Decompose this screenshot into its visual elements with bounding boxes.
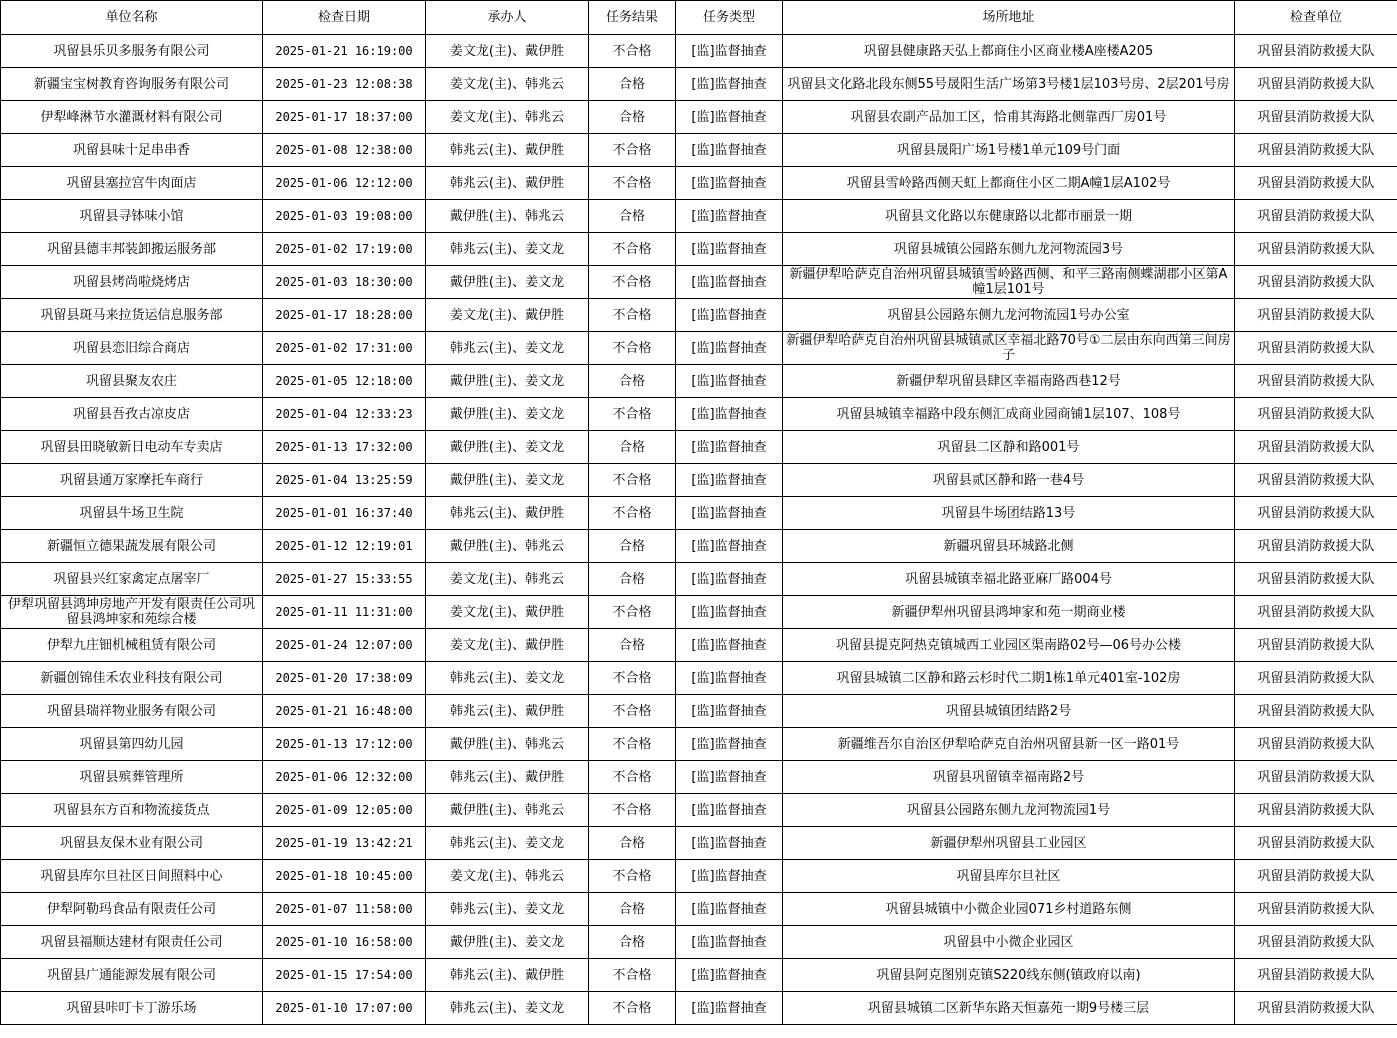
table-row <box>1 497 1397 530</box>
cell-address: 新疆伊犁州巩留县工业园区 <box>783 827 1235 860</box>
cell-result: 合格 <box>589 563 676 596</box>
cell-check-unit: 巩留县消防救援大队 <box>1235 992 1397 1025</box>
cell-unit-name: 伊犁九庄钿机械租赁有限公司 <box>1 629 263 662</box>
cell-unit-name: 伊犁阿勒玛食品有限责任公司 <box>1 893 263 926</box>
cell-check-date: 2025-01-07 11:58:00 <box>263 893 426 926</box>
cell-unit-name: 巩留县通万家摩托车商行 <box>1 464 263 497</box>
table-row <box>1 35 1397 68</box>
cell-check-date: 2025-01-06 12:12:00 <box>263 167 426 200</box>
cell-check-date: 2025-01-20 17:38:09 <box>263 662 426 695</box>
cell-result: 不合格 <box>589 761 676 794</box>
cell-check-date: 2025-01-02 17:31:00 <box>263 332 426 365</box>
cell-address: 巩留县城镇幸福路中段东侧汇成商业园商铺1层107、108号 <box>783 398 1235 431</box>
cell-task-type: [监]监督抽查 <box>676 200 783 233</box>
cell-check-unit: 巩留县消防救援大队 <box>1235 893 1397 926</box>
cell-result: 合格 <box>589 530 676 563</box>
table-row <box>1 794 1397 827</box>
cell-result: 不合格 <box>589 992 676 1025</box>
header-check-date: 检查日期 <box>263 1 426 35</box>
cell-handler: 戴伊胜(主)、韩兆云 <box>426 728 589 761</box>
cell-address: 新疆伊犁哈萨克自治州巩留县城镇贰区幸福北路70号①二层由东向西第三间房子 <box>783 332 1235 365</box>
table-row <box>1 563 1397 596</box>
cell-task-type: [监]监督抽查 <box>676 431 783 464</box>
cell-address: 巩留县城镇二区静和路云杉时代二期1栋1单元401室-102房 <box>783 662 1235 695</box>
cell-unit-name: 巩留县兴红家禽定点屠宰厂 <box>1 563 263 596</box>
header-address: 场所地址 <box>783 1 1235 35</box>
cell-check-unit: 巩留县消防救援大队 <box>1235 596 1397 629</box>
cell-result: 不合格 <box>589 299 676 332</box>
table-row <box>1 761 1397 794</box>
cell-result: 合格 <box>589 101 676 134</box>
table-row <box>1 992 1397 1025</box>
cell-check-date: 2025-01-15 17:54:00 <box>263 959 426 992</box>
cell-unit-name: 巩留县殡葬管理所 <box>1 761 263 794</box>
table-row <box>1 695 1397 728</box>
table-row <box>1 398 1397 431</box>
cell-check-unit: 巩留县消防救援大队 <box>1235 431 1397 464</box>
cell-address: 巩留县巩留镇幸福南路2号 <box>783 761 1235 794</box>
cell-handler: 姜文龙(主)、戴伊胜 <box>426 596 589 629</box>
cell-handler: 戴伊胜(主)、姜文龙 <box>426 398 589 431</box>
table-row <box>1 959 1397 992</box>
table-row <box>1 68 1397 101</box>
cell-result: 不合格 <box>589 266 676 299</box>
cell-handler: 韩兆云(主)、姜文龙 <box>426 662 589 695</box>
cell-check-unit: 巩留县消防救援大队 <box>1235 266 1397 299</box>
cell-check-unit: 巩留县消防救援大队 <box>1235 365 1397 398</box>
cell-result: 不合格 <box>589 662 676 695</box>
cell-task-type: [监]监督抽查 <box>676 563 783 596</box>
cell-result: 不合格 <box>589 860 676 893</box>
cell-address: 巩留县雪岭路西侧天虹上都商住小区二期A幢1层A102号 <box>783 167 1235 200</box>
cell-check-unit: 巩留县消防救援大队 <box>1235 398 1397 431</box>
header-result: 任务结果 <box>589 1 676 35</box>
cell-address: 巩留县提克阿热克镇城西工业园区渠南路02号—06号办公楼 <box>783 629 1235 662</box>
cell-task-type: [监]监督抽查 <box>676 959 783 992</box>
cell-check-unit: 巩留县消防救援大队 <box>1235 827 1397 860</box>
cell-check-unit: 巩留县消防救援大队 <box>1235 530 1397 563</box>
cell-result: 不合格 <box>589 695 676 728</box>
cell-result: 不合格 <box>589 35 676 68</box>
cell-handler: 韩兆云(主)、姜文龙 <box>426 827 589 860</box>
cell-handler: 韩兆云(主)、戴伊胜 <box>426 959 589 992</box>
cell-task-type: [监]监督抽查 <box>676 365 783 398</box>
cell-handler: 韩兆云(主)、戴伊胜 <box>426 134 589 167</box>
cell-check-date: 2025-01-27 15:33:55 <box>263 563 426 596</box>
table-row <box>1 200 1397 233</box>
cell-address: 巩留县中小微企业园区 <box>783 926 1235 959</box>
cell-address: 巩留县贰区静和路一巷4号 <box>783 464 1235 497</box>
cell-handler: 姜文龙(主)、韩兆云 <box>426 563 589 596</box>
table-row <box>1 101 1397 134</box>
cell-check-date: 2025-01-17 18:37:00 <box>263 101 426 134</box>
cell-address: 巩留县阿克图别克镇S220线东侧(镇政府以南) <box>783 959 1235 992</box>
cell-result: 合格 <box>589 68 676 101</box>
cell-result: 不合格 <box>589 794 676 827</box>
cell-task-type: [监]监督抽查 <box>676 596 783 629</box>
cell-address: 巩留县牛场团结路13号 <box>783 497 1235 530</box>
cell-address: 巩留县城镇中小微企业园071乡村道路东侧 <box>783 893 1235 926</box>
cell-check-date: 2025-01-10 16:58:00 <box>263 926 426 959</box>
cell-handler: 姜文龙(主)、韩兆云 <box>426 68 589 101</box>
table-row <box>1 332 1397 365</box>
table-row <box>1 167 1397 200</box>
cell-handler: 韩兆云(主)、戴伊胜 <box>426 761 589 794</box>
cell-check-date: 2025-01-21 16:19:00 <box>263 35 426 68</box>
table-row <box>1 530 1397 563</box>
cell-check-unit: 巩留县消防救援大队 <box>1235 233 1397 266</box>
cell-task-type: [监]监督抽查 <box>676 893 783 926</box>
cell-check-date: 2025-01-04 13:25:59 <box>263 464 426 497</box>
cell-check-unit: 巩留县消防救援大队 <box>1235 926 1397 959</box>
cell-task-type: [监]监督抽查 <box>676 233 783 266</box>
cell-address: 巩留县公园路东侧九龙河物流园1号办公室 <box>783 299 1235 332</box>
cell-task-type: [监]监督抽查 <box>676 860 783 893</box>
cell-handler: 姜文龙(主)、戴伊胜 <box>426 35 589 68</box>
cell-unit-name: 新疆宝宝树教育咨询服务有限公司 <box>1 68 263 101</box>
cell-check-unit: 巩留县消防救援大队 <box>1235 629 1397 662</box>
cell-task-type: [监]监督抽查 <box>676 497 783 530</box>
table-row <box>1 926 1397 959</box>
cell-unit-name: 巩留县吾孜古凉皮店 <box>1 398 263 431</box>
cell-check-date: 2025-01-18 10:45:00 <box>263 860 426 893</box>
cell-address: 巩留县晟阳广场1号楼1单元109号门面 <box>783 134 1235 167</box>
cell-check-unit: 巩留县消防救援大队 <box>1235 332 1397 365</box>
cell-check-date: 2025-01-11 11:31:00 <box>263 596 426 629</box>
cell-address: 巩留县城镇二区新华东路天恒嘉苑一期9号楼三层 <box>783 992 1235 1025</box>
cell-result: 不合格 <box>589 398 676 431</box>
cell-check-date: 2025-01-01 16:37:40 <box>263 497 426 530</box>
cell-check-unit: 巩留县消防救援大队 <box>1235 728 1397 761</box>
cell-check-date: 2025-01-08 12:38:00 <box>263 134 426 167</box>
cell-task-type: [监]监督抽查 <box>676 299 783 332</box>
cell-result: 不合格 <box>589 728 676 761</box>
cell-unit-name: 巩留县东方百和物流接货点 <box>1 794 263 827</box>
cell-check-unit: 巩留县消防救援大队 <box>1235 200 1397 233</box>
table-header <box>1 1 1397 35</box>
cell-result: 不合格 <box>589 134 676 167</box>
table-row <box>1 728 1397 761</box>
cell-check-date: 2025-01-02 17:19:00 <box>263 233 426 266</box>
cell-handler: 韩兆云(主)、戴伊胜 <box>426 497 589 530</box>
cell-check-date: 2025-01-17 18:28:00 <box>263 299 426 332</box>
cell-handler: 韩兆云(主)、姜文龙 <box>426 893 589 926</box>
cell-check-date: 2025-01-13 17:32:00 <box>263 431 426 464</box>
cell-task-type: [监]监督抽查 <box>676 695 783 728</box>
cell-address: 巩留县二区静和路001号 <box>783 431 1235 464</box>
cell-result: 不合格 <box>589 332 676 365</box>
cell-task-type: [监]监督抽查 <box>676 992 783 1025</box>
cell-task-type: [监]监督抽查 <box>676 761 783 794</box>
cell-unit-name: 巩留县牛场卫生院 <box>1 497 263 530</box>
table-row <box>1 662 1397 695</box>
cell-check-unit: 巩留县消防救援大队 <box>1235 860 1397 893</box>
table-row <box>1 827 1397 860</box>
cell-result: 不合格 <box>589 233 676 266</box>
cell-task-type: [监]监督抽查 <box>676 332 783 365</box>
cell-unit-name: 巩留县斑马来拉货运信息服务部 <box>1 299 263 332</box>
cell-address: 新疆巩留县环城路北侧 <box>783 530 1235 563</box>
cell-task-type: [监]监督抽查 <box>676 728 783 761</box>
table-row <box>1 596 1397 629</box>
cell-unit-name: 巩留县广通能源发展有限公司 <box>1 959 263 992</box>
cell-unit-name: 巩留县乐贝多服务有限公司 <box>1 35 263 68</box>
cell-unit-name: 巩留县寻钵味小馆 <box>1 200 263 233</box>
table-row <box>1 266 1397 299</box>
cell-unit-name: 巩留县福顺达建材有限责任公司 <box>1 926 263 959</box>
cell-check-date: 2025-01-19 13:42:21 <box>263 827 426 860</box>
cell-address: 巩留县健康路天弘上都商住小区商业楼A座楼A205 <box>783 35 1235 68</box>
cell-unit-name: 巩留县瑞祥物业服务有限公司 <box>1 695 263 728</box>
cell-handler: 姜文龙(主)、韩兆云 <box>426 860 589 893</box>
cell-task-type: [监]监督抽查 <box>676 398 783 431</box>
cell-address: 新疆维吾尔自治区伊犁哈萨克自治州巩留县新一区一路01号 <box>783 728 1235 761</box>
cell-check-date: 2025-01-09 12:05:00 <box>263 794 426 827</box>
cell-result: 合格 <box>589 893 676 926</box>
cell-task-type: [监]监督抽查 <box>676 134 783 167</box>
cell-check-unit: 巩留县消防救援大队 <box>1235 695 1397 728</box>
cell-address: 巩留县库尔旦社区 <box>783 860 1235 893</box>
table-body <box>1 35 1397 1025</box>
cell-unit-name: 新疆恒立德果蔬发展有限公司 <box>1 530 263 563</box>
table-row <box>1 233 1397 266</box>
cell-task-type: [监]监督抽查 <box>676 662 783 695</box>
cell-check-date: 2025-01-03 19:08:00 <box>263 200 426 233</box>
cell-check-date: 2025-01-24 12:07:00 <box>263 629 426 662</box>
cell-address: 新疆伊犁州巩留县鸿坤家和苑一期商业楼 <box>783 596 1235 629</box>
cell-task-type: [监]监督抽查 <box>676 35 783 68</box>
cell-check-unit: 巩留县消防救援大队 <box>1235 794 1397 827</box>
cell-check-unit: 巩留县消防救援大队 <box>1235 563 1397 596</box>
cell-unit-name: 巩留县第四幼儿园 <box>1 728 263 761</box>
cell-check-unit: 巩留县消防救援大队 <box>1235 134 1397 167</box>
cell-task-type: [监]监督抽查 <box>676 530 783 563</box>
table-row <box>1 860 1397 893</box>
cell-check-unit: 巩留县消防救援大队 <box>1235 959 1397 992</box>
cell-check-date: 2025-01-13 17:12:00 <box>263 728 426 761</box>
cell-handler: 姜文龙(主)、韩兆云 <box>426 101 589 134</box>
cell-task-type: [监]监督抽查 <box>676 827 783 860</box>
table-row <box>1 365 1397 398</box>
cell-task-type: [监]监督抽查 <box>676 167 783 200</box>
cell-check-unit: 巩留县消防救援大队 <box>1235 35 1397 68</box>
header-unit-name: 单位名称 <box>1 1 263 35</box>
cell-unit-name: 巩留县库尔旦社区日间照料中心 <box>1 860 263 893</box>
cell-check-unit: 巩留县消防救援大队 <box>1235 662 1397 695</box>
cell-unit-name: 巩留县聚友农庄 <box>1 365 263 398</box>
cell-handler: 姜文龙(主)、戴伊胜 <box>426 299 589 332</box>
cell-check-date: 2025-01-23 12:08:38 <box>263 68 426 101</box>
cell-result: 合格 <box>589 431 676 464</box>
cell-handler: 韩兆云(主)、姜文龙 <box>426 992 589 1025</box>
cell-task-type: [监]监督抽查 <box>676 68 783 101</box>
cell-result: 合格 <box>589 200 676 233</box>
cell-task-type: [监]监督抽查 <box>676 926 783 959</box>
table-row <box>1 893 1397 926</box>
cell-address: 巩留县城镇公园路东侧九龙河物流园3号 <box>783 233 1235 266</box>
cell-check-date: 2025-01-12 12:19:01 <box>263 530 426 563</box>
cell-check-date: 2025-01-04 12:33:23 <box>263 398 426 431</box>
cell-address: 新疆伊犁巩留县肆区幸福南路西巷12号 <box>783 365 1235 398</box>
cell-unit-name: 伊犁巩留县鸿坤房地产开发有限责任公司巩留县鸿坤家和苑综合楼 <box>1 596 263 629</box>
cell-task-type: [监]监督抽查 <box>676 266 783 299</box>
cell-check-unit: 巩留县消防救援大队 <box>1235 167 1397 200</box>
table-row <box>1 431 1397 464</box>
cell-check-unit: 巩留县消防救援大队 <box>1235 101 1397 134</box>
table-row <box>1 629 1397 662</box>
cell-task-type: [监]监督抽查 <box>676 629 783 662</box>
cell-handler: 戴伊胜(主)、姜文龙 <box>426 464 589 497</box>
cell-handler: 韩兆云(主)、戴伊胜 <box>426 695 589 728</box>
cell-unit-name: 巩留县恋旧综合商店 <box>1 332 263 365</box>
cell-check-date: 2025-01-10 17:07:00 <box>263 992 426 1025</box>
cell-handler: 戴伊胜(主)、韩兆云 <box>426 530 589 563</box>
cell-check-unit: 巩留县消防救援大队 <box>1235 761 1397 794</box>
cell-address: 巩留县文化路北段东侧55号晟阳生活广场第3号楼1层103号房、2层201号房 <box>783 68 1235 101</box>
cell-result: 合格 <box>589 926 676 959</box>
cell-handler: 戴伊胜(主)、韩兆云 <box>426 200 589 233</box>
cell-handler: 戴伊胜(主)、姜文龙 <box>426 266 589 299</box>
cell-unit-name: 巩留县友保木业有限公司 <box>1 827 263 860</box>
cell-unit-name: 巩留县咔叮卡丁游乐场 <box>1 992 263 1025</box>
cell-check-unit: 巩留县消防救援大队 <box>1235 464 1397 497</box>
cell-result: 不合格 <box>589 497 676 530</box>
cell-address: 新疆伊犁哈萨克自治州巩留县城镇雪岭路西侧、和平三路南侧蝶湖郡小区第A幢1层101号 <box>783 266 1235 299</box>
table-row <box>1 464 1397 497</box>
cell-task-type: [监]监督抽查 <box>676 464 783 497</box>
header-handler: 承办人 <box>426 1 589 35</box>
cell-address: 巩留县文化路以东健康路以北都市丽景一期 <box>783 200 1235 233</box>
cell-check-date: 2025-01-05 12:18:00 <box>263 365 426 398</box>
cell-unit-name: 巩留县味十足串串香 <box>1 134 263 167</box>
cell-unit-name: 巩留县塞拉宫牛肉面店 <box>1 167 263 200</box>
header-task-type: 任务类型 <box>676 1 783 35</box>
header-row <box>1 1 1397 35</box>
cell-check-date: 2025-01-03 18:30:00 <box>263 266 426 299</box>
cell-check-unit: 巩留县消防救援大队 <box>1235 68 1397 101</box>
cell-check-unit: 巩留县消防救援大队 <box>1235 497 1397 530</box>
cell-result: 不合格 <box>589 464 676 497</box>
table-row <box>1 134 1397 167</box>
header-check-unit: 检查单位 <box>1235 1 1397 35</box>
cell-handler: 韩兆云(主)、姜文龙 <box>426 332 589 365</box>
cell-task-type: [监]监督抽查 <box>676 794 783 827</box>
cell-check-unit: 巩留县消防救援大队 <box>1235 299 1397 332</box>
cell-handler: 戴伊胜(主)、韩兆云 <box>426 794 589 827</box>
cell-unit-name: 伊犁峰淋节水灌溉材料有限公司 <box>1 101 263 134</box>
cell-result: 不合格 <box>589 596 676 629</box>
cell-result: 合格 <box>589 629 676 662</box>
cell-handler: 戴伊胜(主)、姜文龙 <box>426 431 589 464</box>
cell-handler: 戴伊胜(主)、姜文龙 <box>426 365 589 398</box>
cell-task-type: [监]监督抽查 <box>676 101 783 134</box>
cell-unit-name: 巩留县烤尚啦烧烤店 <box>1 266 263 299</box>
cell-address: 巩留县城镇团结路2号 <box>783 695 1235 728</box>
cell-handler: 韩兆云(主)、戴伊胜 <box>426 167 589 200</box>
cell-address: 巩留县城镇幸福北路亚麻厂路004号 <box>783 563 1235 596</box>
cell-unit-name: 新疆创锦佳禾农业科技有限公司 <box>1 662 263 695</box>
cell-handler: 韩兆云(主)、姜文龙 <box>426 233 589 266</box>
cell-result: 不合格 <box>589 167 676 200</box>
cell-unit-name: 巩留县田晓敏新日电动车专卖店 <box>1 431 263 464</box>
cell-check-date: 2025-01-06 12:32:00 <box>263 761 426 794</box>
cell-unit-name: 巩留县德丰邦装卸搬运服务部 <box>1 233 263 266</box>
cell-handler: 姜文龙(主)、戴伊胜 <box>426 629 589 662</box>
table-row <box>1 299 1397 332</box>
cell-handler: 戴伊胜(主)、姜文龙 <box>426 926 589 959</box>
cell-address: 巩留县公园路东侧九龙河物流园1号 <box>783 794 1235 827</box>
cell-result: 合格 <box>589 827 676 860</box>
cell-check-date: 2025-01-21 16:48:00 <box>263 695 426 728</box>
cell-result: 合格 <box>589 365 676 398</box>
cell-result: 不合格 <box>589 959 676 992</box>
cell-address: 巩留县农副产品加工区，恰甫其海路北侧靠西厂房01号 <box>783 101 1235 134</box>
